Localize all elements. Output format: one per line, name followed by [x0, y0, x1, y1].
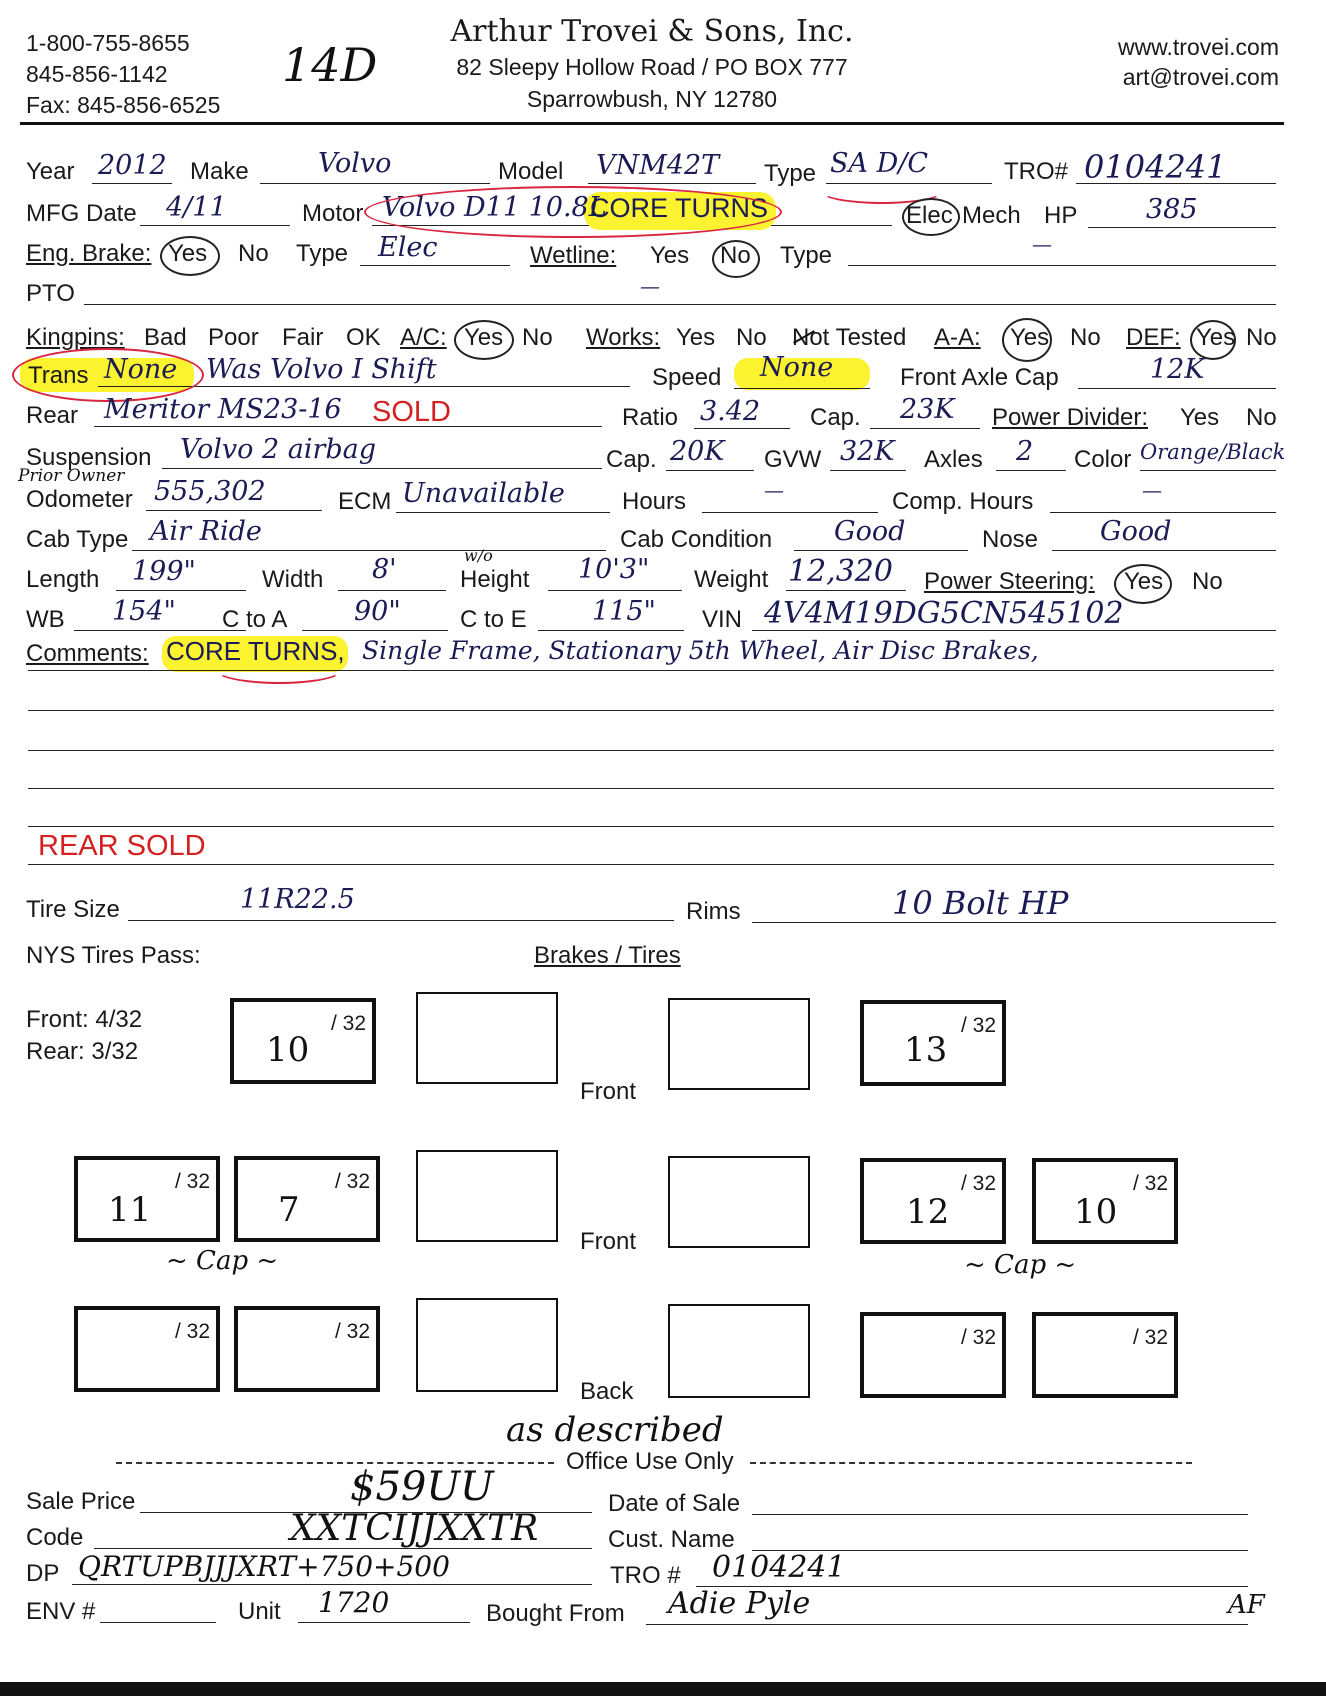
handwritten-code: 14D — [282, 38, 378, 92]
hours-dash: — — [764, 478, 784, 502]
nys-tires-label: NYS Tires Pass: — [26, 942, 201, 969]
pto-label: PTO — [26, 280, 75, 307]
tire-mid-left-inner[interactable]: / 32 7 — [234, 1156, 380, 1242]
cap-note-left: ~ Cap ~ — [166, 1246, 279, 1276]
sale-price-label: Sale Price — [26, 1488, 136, 1515]
tro-2-value: 0104241 — [712, 1550, 846, 1585]
motor-value: Volvo D11 10.8L — [382, 192, 607, 223]
cab-type-value: Air Ride — [150, 516, 262, 547]
wetline-type-dash: — — [1032, 232, 1052, 256]
def-yes[interactable]: Yes — [1196, 324, 1236, 351]
trans-note: Was Volvo I Shift — [206, 354, 437, 385]
tire-front-left[interactable]: / 32 10 — [230, 998, 376, 1084]
odometer-value: 555,302 — [154, 476, 266, 507]
kingpins-fair[interactable]: Fair — [282, 324, 324, 351]
works-label: Works: — [586, 324, 661, 351]
eng-brake-type-label: Type — [296, 240, 349, 267]
eng-brake-yes-circle — [160, 236, 220, 276]
suspension-value: Volvo 2 airbag — [180, 434, 377, 465]
tire-mid-right-outer-depth: 10 — [1074, 1192, 1118, 1232]
wb-value: 154" — [112, 596, 176, 627]
aa-yes[interactable]: Yes — [1010, 324, 1050, 351]
rear-cap-value: 23K — [900, 394, 955, 425]
weight-label: Weight — [694, 566, 769, 593]
front-min-spec: Front: 4/32 — [26, 1006, 143, 1033]
model-label: Model — [498, 158, 564, 185]
works-yes[interactable]: Yes — [676, 324, 716, 351]
comp-hours-label: Comp. Hours — [892, 488, 1034, 515]
c-to-e-value: 115" — [592, 596, 656, 627]
rear-cap-label: Cap. — [810, 404, 861, 431]
company-address-1: 82 Sleepy Hollow Road / PO BOX 777 — [456, 54, 848, 80]
odometer-label: Odometer — [26, 486, 133, 513]
prior-owner-note: Prior Owner — [18, 466, 125, 486]
cap-note-right: ~ Cap ~ — [964, 1250, 1077, 1280]
ac-no[interactable]: No — [522, 324, 553, 351]
wetline-yes[interactable]: Yes — [650, 242, 690, 269]
comments-note: CORE TURNS, — [166, 636, 345, 666]
aa-yes-circle — [1002, 318, 1052, 362]
rims-label: Rims — [686, 898, 741, 925]
cust-name-label: Cust. Name — [608, 1526, 735, 1553]
color-value: Orange/Black — [1140, 440, 1286, 464]
power-steering-label: Power Steering: — [924, 568, 1095, 595]
kingpins-ok[interactable]: OK — [346, 324, 381, 351]
tire-back-left-outer[interactable]: / 32 — [74, 1306, 220, 1392]
ac-yes-circle — [454, 320, 514, 360]
c-to-a-value: 90" — [354, 596, 401, 627]
tire-front-right[interactable]: / 32 13 — [860, 1000, 1006, 1086]
tire-size-value: 11R22.5 — [240, 884, 355, 915]
rear-value: Meritor MS23-16 — [104, 394, 342, 425]
as-described-note: as described — [506, 1410, 724, 1450]
width-label: Width — [262, 566, 324, 593]
tire-front-left-depth: 10 — [266, 1030, 310, 1070]
scan-bottom-edge — [0, 1682, 1326, 1696]
front-axle-label-1: Front — [580, 1078, 637, 1105]
tire-back-right-outer[interactable]: / 32 — [1032, 1312, 1178, 1398]
motor-label: Motor — [302, 200, 364, 227]
suspension-cap-value: 20K — [670, 436, 725, 467]
def-label: DEF: — [1126, 324, 1181, 351]
rims-value: 10 Bolt HP — [892, 884, 1069, 922]
ecm-label: ECM — [338, 488, 392, 515]
suspension-cap-label: Cap. — [606, 446, 657, 473]
hp-value: 385 — [1146, 194, 1198, 225]
brake-front-right[interactable] — [668, 998, 810, 1090]
year-label: Year — [26, 158, 75, 185]
height-note: w/o — [464, 546, 493, 565]
eng-brake-label: Eng. Brake: — [26, 240, 152, 267]
cab-condition-label: Cab Condition — [620, 526, 773, 553]
ac-label: A/C: — [400, 324, 447, 351]
rear-min-spec: Rear: 3/32 — [26, 1038, 139, 1065]
date-of-sale-label: Date of Sale — [608, 1490, 741, 1517]
tire-size-label: Tire Size — [26, 896, 120, 923]
power-steering-no[interactable]: No — [1192, 568, 1223, 595]
cab-condition-value: Good — [834, 516, 906, 547]
cab-type-label: Cab Type — [26, 526, 129, 553]
brakes-tires-heading: Brakes / Tires — [534, 942, 681, 969]
weight-value: 12,320 — [788, 554, 893, 589]
comp-hours-dash: — — [1142, 478, 1162, 502]
works-not-tested[interactable]: Not Tested — [792, 324, 907, 351]
brake-mid-right[interactable] — [668, 1156, 810, 1248]
rear-label: Rear — [26, 402, 79, 429]
vin-value: 4V4M19DG5CN545102 — [764, 596, 1124, 631]
bought-from-value: Adie Pyle — [668, 1586, 811, 1621]
phone-2: 845-856-1142 — [26, 61, 168, 87]
gvw-value: 32K — [840, 436, 895, 467]
tire-back-right-inner[interactable]: / 32 — [860, 1312, 1006, 1398]
type-value: SA D/C — [830, 148, 928, 179]
aa-label: A-A: — [934, 324, 981, 351]
office-use-heading: Office Use Only — [566, 1448, 734, 1475]
comments-red-mark — [214, 654, 344, 684]
brake-mid-left[interactable] — [416, 1150, 558, 1242]
power-divider-no[interactable]: No — [1246, 404, 1277, 431]
brake-front-left[interactable] — [416, 992, 558, 1084]
front-axle-label-2: Front — [580, 1228, 637, 1255]
tire-front-right-depth: 13 — [904, 1030, 948, 1070]
tro-2-label: TRO # — [610, 1562, 681, 1589]
comments-label: Comments: — [26, 640, 149, 667]
aa-no[interactable]: No — [1070, 324, 1101, 351]
mfg-date-value: 4/11 — [166, 192, 227, 223]
wb-label: WB — [26, 606, 65, 633]
phone-1: 1-800-755-8655 — [26, 30, 190, 56]
mfg-date-label: MFG Date — [26, 200, 137, 227]
eng-brake-type-value: Elec — [378, 232, 438, 263]
front-axle-cap-label: Front Axle Cap — [900, 364, 1059, 391]
vin-label: VIN — [702, 606, 743, 633]
code-label: Code — [26, 1524, 84, 1551]
ratio-label: Ratio — [622, 404, 679, 431]
tire-mid-left-outer-depth: 11 — [108, 1190, 152, 1230]
brake-back-right[interactable] — [668, 1304, 810, 1398]
wetline-type-label: Type — [780, 242, 833, 269]
office-divider-right — [750, 1462, 1192, 1464]
gvw-label: GVW — [764, 446, 822, 473]
axles-value: 2 — [1016, 436, 1034, 467]
def-no[interactable]: No — [1246, 324, 1277, 351]
ac-yes[interactable]: Yes — [464, 324, 504, 351]
ratio-value: 3.42 — [700, 396, 761, 427]
pto-dash: — — [640, 274, 660, 298]
power-divider-yes[interactable]: Yes — [1180, 404, 1220, 431]
elec-option[interactable]: Elec — [906, 202, 953, 229]
motor-note: CORE TURNS — [590, 193, 769, 223]
dp-value: QRTUPBJJJXRT+750+500 — [78, 1550, 450, 1583]
env-label: ENV # — [26, 1598, 96, 1625]
email[interactable]: art@trovei.com — [1122, 64, 1279, 90]
year-value: 2012 — [98, 150, 167, 181]
wetline-no-circle — [712, 240, 760, 278]
comments-value: Single Frame, Stationary 5th Wheel, Air Disc Brakes, — [362, 636, 1039, 665]
tire-mid-right-outer[interactable]: / 32 10 — [1032, 1158, 1178, 1244]
trans-value: None — [104, 354, 178, 385]
wetline-label: Wetline: — [530, 242, 617, 269]
nose-value: Good — [1100, 516, 1172, 547]
kingpins-poor[interactable]: Poor — [208, 324, 259, 351]
power-divider-label: Power Divider: — [992, 404, 1149, 431]
wetline-no[interactable]: No — [720, 242, 751, 269]
tire-back-left-inner[interactable]: / 32 — [234, 1306, 380, 1392]
tro-label: TRO# — [1004, 158, 1069, 185]
back-axle-label: Back — [580, 1378, 634, 1405]
hours-label: Hours — [622, 488, 687, 515]
front-axle-cap-value: 12K — [1150, 354, 1205, 385]
brake-back-left[interactable] — [416, 1298, 558, 1392]
nose-label: Nose — [982, 526, 1039, 553]
code-value: XXTCIJJXXTR — [290, 1508, 539, 1549]
color-label: Color — [1074, 446, 1132, 473]
tire-mid-left-outer[interactable]: / 32 11 — [74, 1156, 220, 1242]
power-steering-yes[interactable]: Yes — [1124, 568, 1164, 595]
unit-value: 1720 — [318, 1586, 390, 1619]
tire-mid-left-inner-depth: 7 — [278, 1190, 300, 1230]
width-value: 8' — [372, 554, 397, 585]
c-to-a-label: C to A — [222, 606, 288, 633]
sale-price-value: $59UU — [350, 1464, 494, 1510]
elec-selected-circle — [902, 198, 960, 236]
speed-label: Speed — [652, 364, 722, 391]
axles-label: Axles — [924, 446, 983, 473]
eng-brake-yes[interactable]: Yes — [168, 240, 208, 267]
model-value: VNM42T — [596, 150, 720, 181]
trans-label: Trans — [28, 362, 89, 389]
header-divider — [20, 122, 1284, 125]
unit-label: Unit — [238, 1598, 281, 1625]
kingpins-label: Kingpins: — [26, 324, 125, 351]
kingpins-bad[interactable]: Bad — [144, 324, 187, 351]
company-name: Arthur Trovei & Sons, Inc. — [450, 14, 854, 49]
fax-number: Fax: 845-856-6525 — [26, 92, 221, 118]
tire-mid-right-inner[interactable]: / 32 12 — [860, 1158, 1006, 1244]
motor-red-circle — [364, 186, 782, 238]
length-label: Length — [26, 566, 100, 593]
ecm-value: Unavailable — [402, 478, 565, 509]
suspension-label: Suspension — [26, 444, 152, 471]
initials: AF — [1228, 1590, 1265, 1620]
website[interactable]: www.trovei.com — [1117, 34, 1279, 60]
tro-value: 0104241 — [1084, 148, 1227, 186]
type-label: Type — [764, 160, 817, 187]
works-no[interactable]: No — [736, 324, 767, 351]
height-label: Height — [460, 566, 530, 593]
height-value: 10'3" — [578, 554, 650, 585]
rear-sold-status: SOLD — [372, 396, 451, 428]
make-label: Make — [190, 158, 249, 185]
c-to-e-label: C to E — [460, 606, 527, 633]
dp-label: DP — [26, 1560, 60, 1587]
eng-brake-no[interactable]: No — [238, 240, 269, 267]
bought-from-label: Bought From — [486, 1600, 625, 1627]
length-value: 199" — [132, 556, 196, 587]
rear-sold-note: REAR SOLD — [38, 830, 206, 862]
hp-label: HP — [1044, 202, 1078, 229]
mech-option[interactable]: Mech — [962, 202, 1021, 229]
speed-value: None — [760, 352, 834, 383]
make-value: Volvo — [318, 148, 392, 179]
company-address-2: Sparrowbush, NY 12780 — [526, 86, 778, 112]
tire-mid-right-inner-depth: 12 — [906, 1192, 950, 1232]
